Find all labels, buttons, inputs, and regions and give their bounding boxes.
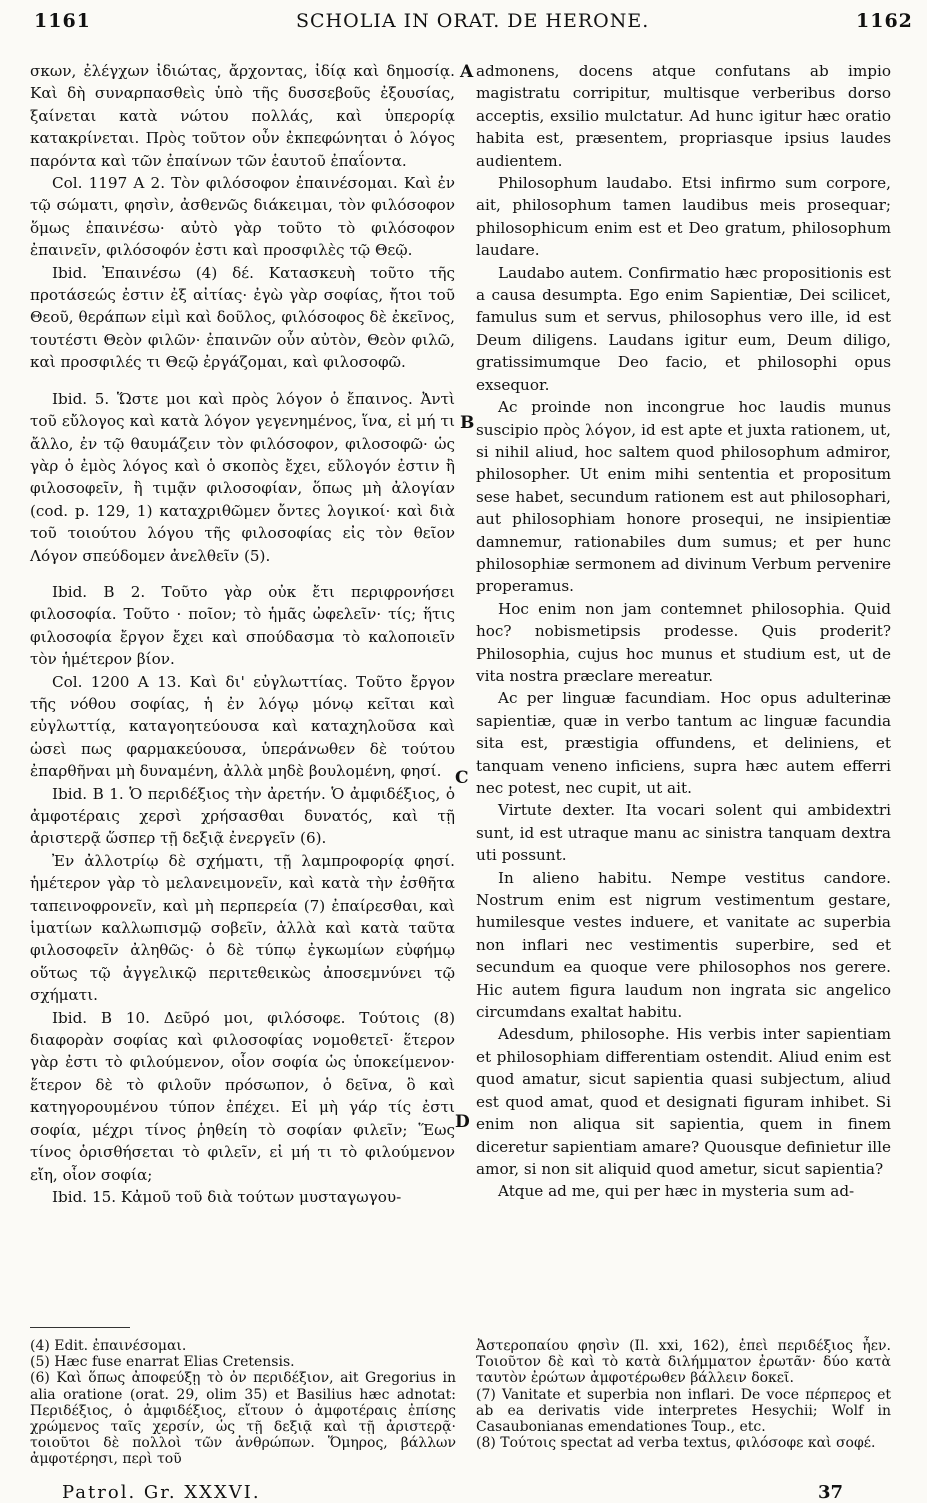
footnotes-left: [30, 1338, 456, 1468]
greek-paragraph: Ibid. Ἐπαινέσω (4) δέ. Κατασκευὴ τοῦτο τῆς προτάσεώς ἐστιν ἐξ αἰτίας· ἐγὼ γὰρ σοφίας, ἤτοι τοῦ Θεοῦ, θεράπων εἰμὶ καὶ δοῦλος, φιλόσοφος δὲ ἐκεῖνος, τουτέστι Θεὸν φιλῶν· ἐπαινῶν οὖν αὐτὸν, Θεὸν φιλῶ, καὶ προσφιλές τι Θεῷ ἐργάζομαι, καὶ φιλοσοφῶ.: [30, 263, 455, 372]
greek-paragraph: Col. 1200 A 13. Καὶ δι' εὐγλωττίας. Τοῦτο ἔργον τῆς νόθου σοφίας, ἡ ἐν λόγῳ μόνῳ κεῖται καὶ εὐγλωττίᾳ, καταγοητεύουσα καὶ καταχηλοῦσα καὶ ὡσεὶ πως φαρμακεύουσα, ὑπεράνωθεν δὲ τούτου ἐπαρθῆναι μὴ δυναμένη, ἀλλὰ μηδὲ βουλομένη, φησί.: [30, 672, 455, 781]
latin-paragraph: admonens, docens atque confutans ab impio magistratu corripitur, multisque verberibus dorso acceptis, exsilio mulctatur. Ad hunc igitur hæc oratio habita est, præsentem, propriasque ipsius laudes audientem.: [476, 62, 891, 170]
latin-paragraph: Ac per linguæ facundiam. Hoc opus adulterinæ sapientiæ, quæ in verbo tantum ac linguæ facundia sita est, præstigia offundens, et deliniens, et tanquam veneno inficiens, supra hæc autem efferri nec potest, nec cupit, ut ait.: [476, 689, 891, 797]
greek-paragraph: Ibid. B 2. Τοῦτο γὰρ οὐκ ἔτι περιφρονήσει φιλοσοφία. Τοῦτο · ποῖον; τὸ ἡμᾶς ὠφελεῖν· τίς; ἥτις φιλοσοφία ἔργον ἔχει καὶ σπούδασμα τὸ καλοποιεῖν τὸν ἡμέτερον βίον.: [30, 582, 455, 669]
signature-line: Patrol. Gr. XXXVI.: [62, 1482, 261, 1503]
margin-marker-a: A: [460, 62, 474, 82]
latin-column: [476, 60, 891, 1203]
latin-paragraph: Adesdum, philosophe. His verbis inter sapientiam et philosophiam differentiam ostendit. Aliud enim est quod amatur, sicut sapientia quasi subjectum, aliud est quod amat, quod et designati figuram inhibet. Si enim non aliqua sit sapientia, quem in finem diceretur sapientiam amare? Quousque definietur ille amor, si non sit aliquid quod ametur, sicut sapientia?: [476, 1025, 891, 1178]
latin-paragraph: Philosophum laudabo. Etsi infirmo sum corpore, ait, philosophum tamen laudibus meis prosequar; philosophicum enim est et Deo gratum, philosophum laudare.: [476, 174, 891, 260]
footnote: Ἀστεροπαίου φησὶν (Il. xxi, 162), ἐπεὶ περιδέξιος ἦεν. Τοιοῦτον δὲ καὶ τὸ κατὰ διλήμματον ἐρωτᾶν· δύο κατὰ ταυτὸν ἐρώτων ἀμφοτέρωθεν βάλλειν δοκεῖ.: [476, 1338, 891, 1387]
greek-paragraph: σκων, ἐλέγχων ἰδιώτας, ἄρχοντας, ἰδίᾳ καὶ δημοσίᾳ. Καὶ δὴ συναρπασθεὶς ὑπὸ τῆς δυσσεβοῦς ἐξουσίας, ξαίνεται κατὰ νώτου πολλάς, καὶ ὑπερορίᾳ κατακρίνεται. Πρὸς τοῦτον οὖν ἐκπεφώνηται ὁ λόγος παρόντα καὶ τῶν ἐπαίνων τῶν ἑαυτοῦ ἐπαΐοντα.: [30, 62, 455, 170]
footnote: (4) Edit. ἐπαινέσομαι.: [30, 1338, 187, 1354]
footnote: (5) Hæc fuse enarrat Elias Cretensis.: [30, 1354, 295, 1371]
page-header: [0, 0, 927, 40]
latin-paragraph: In alieno habitu. Nempe vestitus candore. Nostrum enim est nigrum vestimentum gestare, humilesque vestes induere, et vanitate ac superbia non inflari nec vestimentis superbire, sed et secundum ea quoque vere philosophos nos gerere. Hic autem figura laudum non ingrata sic angelico circumdans exaltat habitu.: [476, 868, 891, 1022]
greek-paragraph: Ἐν ἀλλοτρίῳ δὲ σχήματι, τῇ λαμπροφορίᾳ φησί. ἡμέτερον γὰρ τὸ μελανειμονεῖν, καὶ κατὰ τὴν ἐσθῆτα ταπεινοφρονεῖν, καὶ μὴ περπερεία (7) ἐπαίρεσθαι, καὶ ἱματίων καλλωπισμῷ σοβεῖν, ἀλλὰ καὶ κατὰ ταῦτα φιλοσοφεῖν ἀληθῶς· ὁ δὲ τύπῳ ἐγκωμίων εὐφήμῳ οὕτως τῷ ἀγγελικῷ περιτεθεικὼς ἀποσεμνύνει τῷ σχήματι.: [30, 851, 455, 1005]
latin-paragraph: Virtute dexter. Ita vocari solent qui ambidextri sunt, id est utraque manu ac sinistra tanquam dextra uti possunt.: [476, 801, 891, 865]
greek-paragraph: Ibid. 15. Κἀμοῦ τοῦ διὰ τούτων μυσταγωγου-: [52, 1187, 402, 1206]
greek-paragraph: Col. 1197 A 2. Τὸν φιλόσοφον ἐπαινέσομαι. Καὶ ἐν τῷ σώματι, φησὶν, ἀσθενῶς διάκειμαι, τὸν φιλόσοφον ὅμως ἐπαινέσω· αὐτὸ γὰρ τοῦτο τὸ φιλόσοφον ἐπαινεῖν, φιλόσοφόν ἐστι καὶ προσφιλὲς τῷ Θεῷ.: [30, 174, 455, 260]
footnote: (6) Καὶ ὅπως ἀποφεύξῃ τὸ ὀν περιδέξιον, ait Gregorius in alia oratione (orat. 29, olim 35) et Basilius hæc adnotat: Περιδέξιος, ὁ ἀμφιδέξιος, εἴτουν ὁ ἀμφοτέραις ἐπίσης χρώμενος ταῖς χερσίν, ὡς τῇ δεξιᾷ καὶ τῇ ἀριστερᾷ· τοιοῦτοι δὲ πολλοὶ τῶν ἀνθρώπων. Ὅμηρος, βάλλων ἀμφοτέρησι, περὶ τοῦ: [30, 1370, 456, 1468]
footnote-rule: [30, 1327, 130, 1328]
greek-column: [30, 60, 455, 1208]
margin-marker-b: B: [460, 413, 475, 433]
latin-paragraph: Atque ad me, qui per hæc in mysteria sum ad-: [498, 1182, 855, 1201]
running-title: SCHOLIA IN ORAT. DE HERONE.: [296, 10, 650, 32]
latin-paragraph: Ac proinde non incongrue hoc laudis munus suscipio πρὸς λόγον, id est apte et juxta rationem, ut, si nihil aliud, hoc saltem quod philosophum admiror, philosopher. Ut enim mihi sententia et propositum sese habet, secundum rationem est aut philosophari, aut philosophiam honore prosequi, ne insipientiæ damnemur, rationabiles dum sumus; et per hunc philosophiæ sermonem ad divinum Verbum pervenire properamus.: [476, 398, 891, 596]
footnotes-right: [476, 1338, 891, 1451]
greek-paragraph: Ibid. B 1. Ὁ περιδέξιος τὴν ἀρετήν. Ὁ ἀμφιδέξιος, ὁ ἀμφοτέραις χερσὶ χρήσασθαι δυνατός, καὶ τῇ ἀριστερᾷ ὥσπερ τῇ δεξιᾷ ἐνεργεῖν (6).: [30, 784, 455, 848]
greek-paragraph: Ibid. B 10. Δεῦρό μοι, φιλόσοφε. Τούτοις (8) διαφορὰν σοφίας καὶ φιλοσοφίας νομοθετεῖ· ἕτερον γὰρ ἐστι τὸ φιλούμενον, οἷον σοφία ὡς ὑποκείμενον· ἕτερον δὲ τὸ φιλοῦν πρόσωπον, ὁ δεῖνα, ὃ καὶ κατηγορουμένου τύπον ἐπέχει. Εἰ μὴ γάρ τίς ἐστι σοφία, μέχρι τίνος ῥηθείη τὸ σοφίαν φιλεῖν; Ἕως τίνος ὁρισθήσεται τὸ φιλεῖν, εἰ μή τι τὸ φιλούμενον εἴη, οἷον σοφία;: [30, 1008, 455, 1184]
signature-number: 37: [818, 1482, 844, 1503]
page-number-right: 1162: [856, 10, 913, 32]
page-number-left: 1161: [34, 10, 91, 32]
greek-paragraph: Ibid. 5. Ὥστε μοι καὶ πρὸς λόγον ὁ ἔπαινος. Ἀντὶ τοῦ εὔλογος καὶ κατὰ λόγον γεγενημένος, ἵνα, εἰ μή τι ἄλλο, ἐν τῷ θαυμάζειν τὸν φιλόσοφον, φιλοσοφῶ· ὡς γὰρ ὁ ἐμὸς λόγος καὶ ὁ σκοπὸς ἔχει, εὔλογόν ἐστιν ἢ φιλοσοφεῖν, ἢ τιμᾷν φιλοσοφίαν, ὅπως μὴ ἀλογίαν (cod. p. 129, 1) καταχριθῶμεν ὄντες λογικοί· καὶ διὰ τοῦ τοιούτου λόγου τῆς φιλοσοφίας εἰς τὸν θεῖον Λόγον σπεύδομεν ἀνελθεῖν (5).: [30, 389, 455, 565]
footnote: (7) Vanitate et superbia non inflari. De voce πέρπερος et ab ea derivatis vide interpretes Hesychii; Wolf in Casaubonianas emendationes Toup., etc.: [476, 1386, 891, 1436]
latin-paragraph: Laudabo autem. Confirmatio hæc propositionis est a causa desumpta. Ego enim Sapientiæ, Dei scilicet, famulus sum et servus, philosophus vero ille, id est Deum diligens. Laudans igitur eum, Deum diligo, gratissimumque Deo facio, et philosophi opus exsequor.: [476, 263, 891, 394]
latin-paragraph: Hoc enim non jam contemnet philosophia. Quid hoc? nobismetipsis prodesse. Quis proderit? Philosophia, cujus hoc munus et studium est, ut de vita nostra præclare mereatur.: [476, 599, 891, 685]
margin-marker-d: D: [455, 1112, 470, 1132]
margin-marker-c: C: [455, 768, 469, 788]
footnote: (8) Τούτοις spectat ad verba textus, φιλόσοφε καὶ σοφέ.: [476, 1435, 876, 1452]
